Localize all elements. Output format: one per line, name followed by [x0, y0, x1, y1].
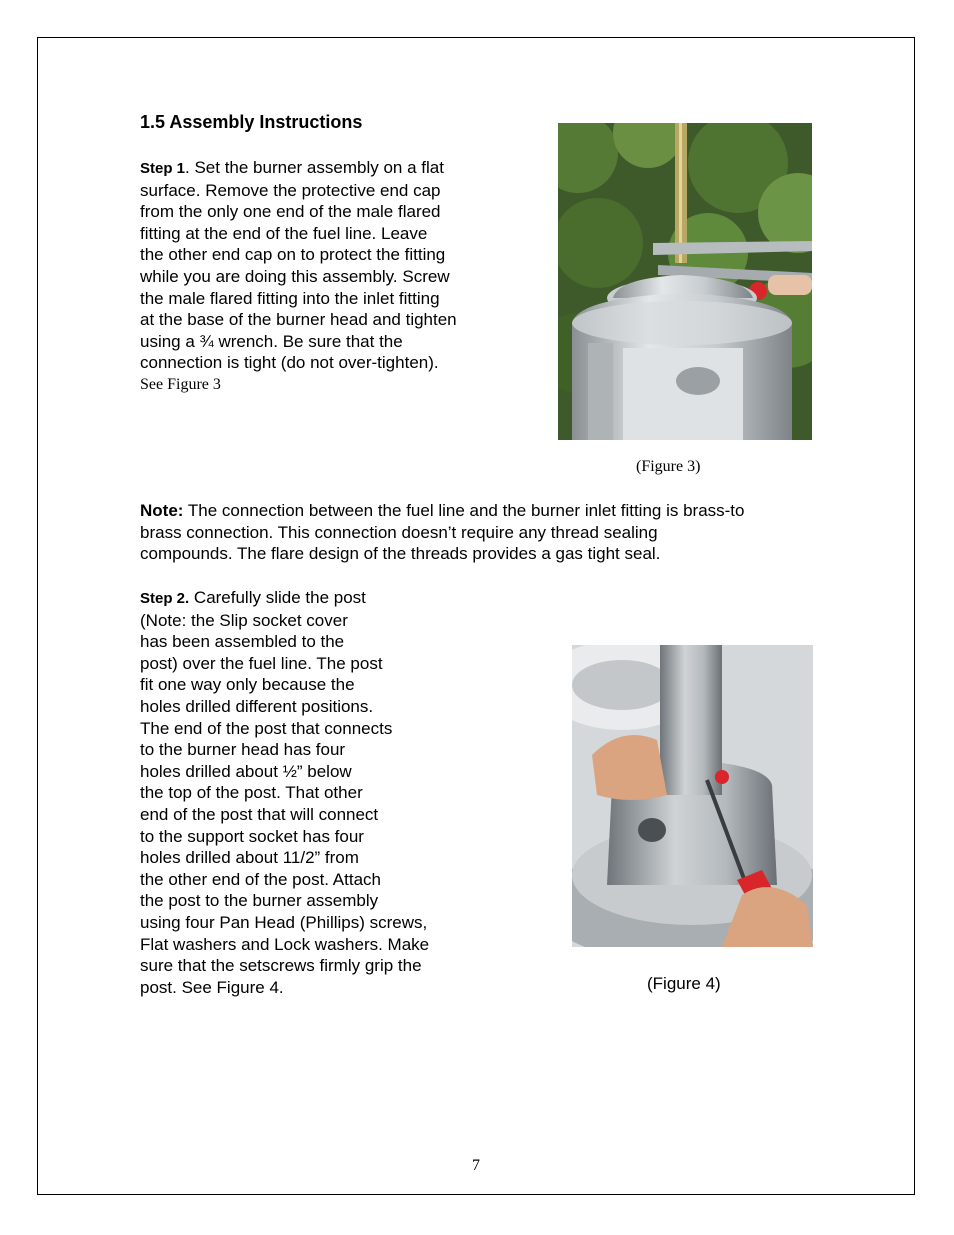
step2-line: holes drilled about 11/2” from	[140, 848, 359, 868]
note-line: compounds. The flare design of the threads provides a gas tight seal.	[140, 544, 661, 564]
step2-line: holes drilled different positions.	[140, 696, 374, 716]
step2-line: has been assembled to the	[140, 632, 345, 652]
figure4-caption: (Figure 4)	[647, 974, 721, 993]
page-number: 7	[472, 1157, 480, 1174]
step2-label: Step 2.	[140, 590, 190, 607]
step2-line: to the support socket has four	[140, 826, 364, 846]
step2-line: post) over the fuel line. The post	[140, 653, 383, 673]
note-label: Note:	[140, 501, 184, 520]
note-line: brass connection. This connection doesn’t require any thread sealing	[140, 522, 658, 542]
step2-line: The end of the post that connects	[140, 718, 393, 738]
step1-paragraph	[140, 157, 500, 396]
step1-line: while you are doing this assembly. Screw	[140, 266, 450, 286]
figure3-caption: (Figure 3)	[636, 458, 701, 475]
step1-line: fitting at the end of the fuel line. Leave	[140, 223, 428, 243]
figure4-photo	[572, 645, 813, 947]
step1-see-figure: See Figure 3	[140, 375, 221, 393]
step1-line: connection is tight (do not over-tighten).	[140, 353, 439, 373]
section-heading: 1.5 Assembly Instructions	[140, 112, 363, 132]
step2-line: to the burner head has four	[140, 740, 346, 760]
step1-text: . Set the burner assembly on a flat	[185, 158, 444, 177]
step2-line: post. See Figure 4.	[140, 977, 284, 997]
step2-line	[140, 587, 470, 610]
photo-wrench-icon	[558, 123, 812, 440]
step1-line: at the base of the burner head and tighten	[140, 310, 457, 330]
step1-line: from the only one end of the male flared	[140, 202, 441, 222]
figure3-photo	[558, 123, 812, 440]
step2-line: sure that the setscrews firmly grip the	[140, 956, 422, 976]
step2-text: Carefully slide the post	[189, 588, 366, 607]
step2-line: end of the post that will connect	[140, 804, 379, 824]
step2-line: (Note: the Slip socket cover	[140, 610, 348, 630]
step1-line	[140, 157, 500, 180]
step2-line: the top of the post. That other	[140, 783, 363, 803]
step1-line: using a ¾ wrench. Be sure that the	[140, 331, 403, 351]
step2-line: holes drilled about ½” below	[140, 761, 352, 781]
note-text: The connection between the fuel line and the burner inlet fitting is brass-to	[183, 501, 745, 520]
step1-line: the male flared fitting into the inlet fitting	[140, 288, 440, 308]
step2-line: using four Pan Head (Phillips) screws,	[140, 912, 428, 932]
photo-screwdriver-icon	[572, 645, 813, 947]
step1-line: surface. Remove the protective end cap	[140, 180, 441, 200]
step1-line: the other end cap on to protect the fitting	[140, 245, 446, 265]
note-line	[140, 500, 820, 522]
step2-line: Flat washers and Lock washers. Make	[140, 934, 430, 954]
step1-label: Step 1	[140, 160, 186, 177]
note-paragraph	[140, 500, 820, 565]
step2-line: the other end of the post. Attach	[140, 869, 382, 889]
step2-paragraph	[140, 587, 470, 998]
step2-line: fit one way only because the	[140, 675, 355, 695]
step2-line: the post to the burner assembly	[140, 891, 379, 911]
